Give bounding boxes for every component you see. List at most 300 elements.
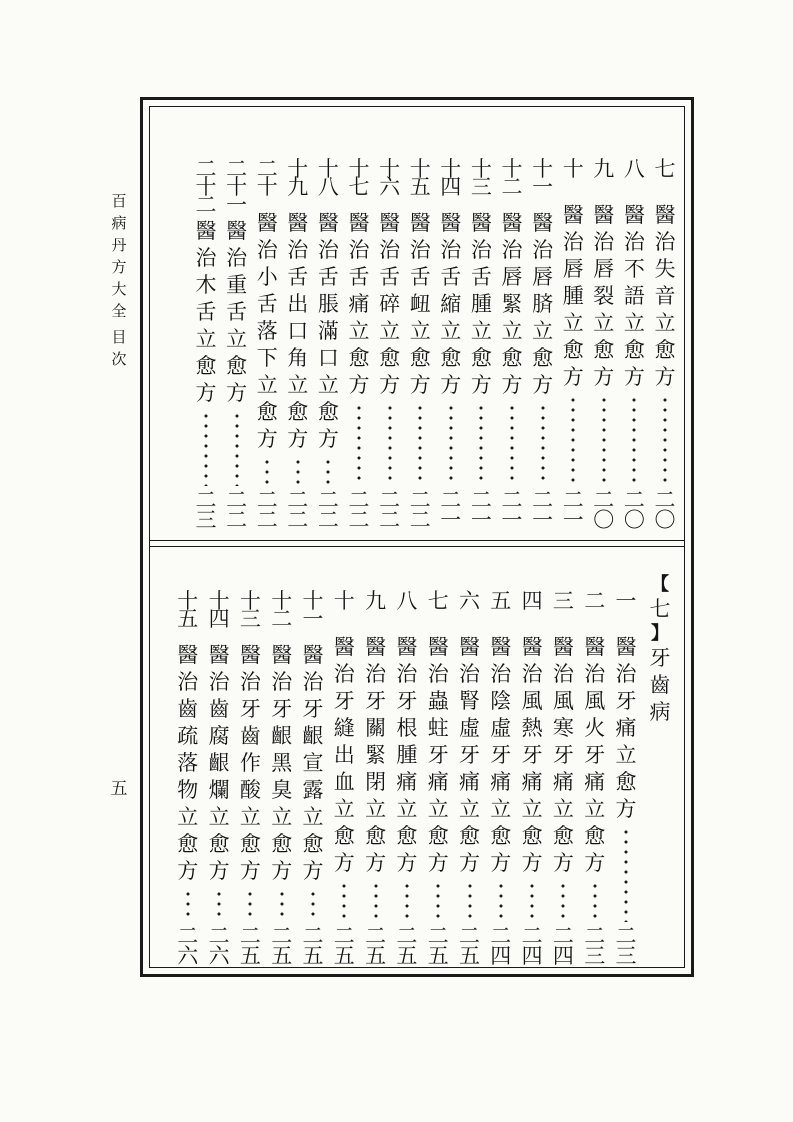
title-char: 愈 (552, 824, 574, 848)
page-char: 五 (239, 944, 261, 968)
toc-entry[interactable] (252, 157, 282, 532)
title-char: 立 (302, 805, 324, 829)
title-char: 醫 (195, 219, 217, 243)
entry-number (287, 157, 309, 199)
title-char: 方 (208, 859, 230, 883)
title-char: 醫 (427, 635, 449, 659)
toc-entry[interactable] (191, 157, 221, 532)
entry-number (396, 589, 418, 613)
toc-entry[interactable] (298, 589, 328, 968)
page-char: 二 (470, 488, 492, 512)
entry-number (501, 157, 523, 199)
entry-number (552, 589, 574, 613)
title-char: 唇 (532, 265, 554, 289)
entry-page-number (584, 926, 605, 966)
entry-number (256, 157, 278, 199)
page-char: 一 (532, 508, 554, 532)
toc-entry[interactable] (392, 589, 422, 968)
toc-entry[interactable] (313, 157, 343, 532)
title-char: 治 (239, 670, 261, 694)
page-char: 一 (470, 508, 492, 532)
vertical-char: 全 (111, 302, 127, 320)
number-char: 三 (470, 175, 492, 199)
title-char: 醫 (654, 203, 676, 227)
title-char: 愈 (317, 400, 339, 424)
title-char: 愈 (333, 824, 355, 848)
toc-entry[interactable] (375, 157, 405, 532)
title-char: 蛀 (427, 716, 449, 740)
entry-page-number (209, 926, 230, 966)
title-char: 唇 (501, 265, 523, 289)
title-char: 爛 (208, 778, 230, 802)
number-char: 九 (365, 589, 387, 613)
title-char: 𦜝 (532, 292, 554, 316)
title-char: 醫 (459, 635, 480, 659)
dot-leader (571, 395, 575, 486)
number-char: 十 (379, 157, 401, 181)
toc-entry[interactable] (204, 589, 234, 968)
title-char: 方 (615, 797, 637, 821)
entry-number (195, 157, 217, 217)
page-char: 二 (365, 924, 387, 948)
title-char: 方 (287, 427, 309, 451)
title-char: 舌 (317, 265, 339, 289)
section-bracket-close: 】 (651, 623, 669, 644)
title-char: 口 (287, 319, 309, 343)
entry-page-number (655, 490, 676, 530)
toc-entry[interactable] (486, 589, 516, 968)
title-char: 愈 (427, 824, 449, 848)
title-char: 裂 (593, 284, 615, 308)
title-char: 立 (521, 797, 543, 821)
page-char: 二 (409, 508, 431, 532)
title-char: 立 (615, 743, 637, 767)
toc-entry[interactable] (361, 589, 391, 968)
title-char: 治 (501, 238, 523, 262)
section-bracket-open: 【 (651, 574, 669, 595)
number-char: 八 (396, 589, 418, 613)
entry-number (409, 157, 431, 199)
page-char: 二 (239, 924, 261, 948)
vertical-char: 百 (111, 192, 127, 210)
title-char: 方 (440, 373, 462, 397)
title-char: 方 (623, 365, 645, 389)
title-char: 治 (379, 238, 401, 262)
title-char: 方 (348, 373, 370, 397)
title-char: 治 (593, 230, 615, 254)
page-char: 二 (379, 488, 401, 512)
entry-page-number (410, 490, 431, 530)
title-char: 滿 (317, 319, 339, 343)
number-char: 二 (501, 175, 523, 199)
title-char: 方 (379, 373, 401, 397)
entry-number (208, 589, 230, 631)
title-char: 火 (584, 716, 606, 740)
entry-title (240, 642, 261, 885)
title-char: 方 (654, 365, 676, 389)
title-char: 方 (195, 381, 217, 405)
section-heading-number: 七 (649, 597, 671, 621)
title-char: 方 (427, 851, 449, 875)
page-char: 二 (287, 508, 309, 532)
dot-leader (561, 881, 565, 922)
number-char: 十 (317, 157, 339, 181)
title-char: 舌 (409, 265, 431, 289)
title-char: 腎 (459, 689, 480, 713)
title-char: 立 (208, 805, 230, 829)
toc-entry[interactable] (267, 589, 297, 968)
title-char: 立 (427, 797, 449, 821)
title-char: 方 (521, 851, 543, 875)
title-char: 愈 (195, 354, 217, 378)
dot-leader (449, 403, 453, 486)
entry-title (209, 642, 230, 885)
title-char: 醫 (440, 211, 462, 235)
entry-page-number (502, 490, 523, 530)
dot-leader (374, 881, 378, 922)
title-char: 唇 (562, 257, 584, 281)
title-char: 立 (348, 319, 370, 343)
number-char: 十 (195, 175, 217, 199)
title-char: 愈 (623, 338, 645, 362)
title-char: 醫 (396, 635, 418, 659)
title-char: 牙 (333, 689, 355, 713)
title-char: 治 (440, 238, 462, 262)
title-char: 愈 (256, 400, 278, 424)
page-char: 二 (379, 508, 401, 532)
vertical-char: 病 (649, 700, 671, 724)
entry-page-number (303, 926, 324, 966)
title-char: 治 (256, 238, 278, 262)
title-char: 醫 (409, 211, 431, 235)
entry-title (177, 642, 198, 885)
title-char: 立 (470, 319, 492, 343)
title-char: 立 (593, 311, 615, 335)
entry-number (562, 157, 584, 181)
number-char: 十 (256, 175, 278, 199)
entry-title (349, 210, 370, 399)
toc-entry[interactable] (329, 589, 359, 968)
number-char: 五 (177, 607, 199, 631)
entry-page-number (334, 926, 355, 966)
entry-number (379, 157, 401, 199)
entry-title (459, 634, 480, 877)
entry-page-number (257, 490, 278, 530)
toc-entry[interactable] (436, 157, 466, 532)
title-char: 方 (177, 859, 199, 883)
title-char: 治 (470, 238, 492, 262)
title-char: 縫 (333, 716, 355, 740)
page-char: 四 (490, 944, 512, 968)
title-char: 方 (317, 427, 339, 451)
title-char: 腫 (562, 284, 584, 308)
title-char: 痛 (396, 770, 418, 794)
title-char: 牙 (239, 697, 261, 721)
entry-page-number (271, 926, 292, 966)
number-char: 一 (226, 193, 248, 217)
number-char: 十 (177, 589, 199, 613)
entry-number (348, 157, 370, 199)
entry-page-number (490, 926, 511, 966)
entry-title (593, 202, 614, 391)
title-char: 治 (208, 670, 230, 694)
vertical-char: 丹 (111, 236, 127, 254)
title-char: 愈 (271, 832, 293, 856)
title-char: 舌 (287, 265, 309, 289)
title-char: 愈 (302, 832, 324, 856)
title-char: 治 (615, 662, 637, 686)
title-char: 立 (459, 797, 480, 821)
toc-entry[interactable] (455, 589, 485, 968)
toc-entry[interactable] (497, 157, 527, 532)
entry-page-number (196, 490, 217, 530)
number-char: 十 (226, 175, 248, 199)
number-char: 十 (208, 589, 230, 613)
entry-number (654, 157, 676, 181)
title-char: 醫 (226, 219, 248, 243)
title-char: 愈 (470, 346, 492, 370)
title-char: 臭 (271, 778, 293, 802)
title-char: 作 (239, 751, 261, 775)
title-char: 醫 (615, 635, 637, 659)
entry-number (532, 157, 554, 199)
title-char: 齒 (239, 724, 261, 748)
toc-entry[interactable] (589, 157, 619, 532)
title-char: 治 (348, 238, 370, 262)
vertical-char: 目 (111, 328, 127, 346)
page-char: 二 (256, 508, 278, 532)
title-char: 立 (271, 805, 293, 829)
title-char: 疏 (177, 724, 199, 748)
entry-title (471, 210, 492, 399)
entry-page-number (563, 490, 584, 530)
title-char: 方 (239, 859, 261, 883)
title-char: 痛 (427, 770, 449, 794)
dot-leader (479, 403, 483, 486)
toc-entry[interactable] (466, 157, 496, 532)
number-char: 十 (271, 589, 293, 613)
page-char: 二 (501, 488, 523, 512)
title-char: 落 (256, 319, 278, 343)
dot-leader (663, 395, 667, 486)
title-char: 痛 (615, 716, 637, 740)
title-char: 寒 (552, 716, 574, 740)
entry-number (226, 157, 248, 217)
title-char: 舌 (379, 265, 401, 289)
dot-leader (342, 881, 346, 922)
title-char: 腫 (396, 743, 418, 767)
title-char: 治 (623, 230, 645, 254)
title-char: 立 (490, 797, 512, 821)
title-char: 愈 (490, 824, 512, 848)
title-char: 小 (256, 265, 278, 289)
page-char: 二 (348, 508, 370, 532)
title-char: 立 (396, 797, 418, 821)
entry-title (334, 634, 355, 877)
title-char: 醫 (256, 211, 278, 235)
toc-entry[interactable] (283, 157, 313, 532)
title-char: 木 (195, 273, 217, 297)
title-char: 立 (501, 319, 523, 343)
title-char: 方 (593, 365, 615, 389)
toc-entry[interactable] (235, 589, 265, 968)
dot-leader (624, 827, 628, 922)
vertical-char: 牙 (649, 646, 671, 670)
entry-title (532, 210, 553, 399)
page-char: 三 (615, 944, 637, 968)
page-char: 二 (584, 924, 606, 948)
entry-title (318, 210, 339, 453)
dot-leader (436, 881, 440, 922)
title-char: 失 (654, 257, 676, 281)
toc-entry[interactable] (173, 589, 203, 968)
title-char: 牙 (365, 689, 387, 713)
number-char: 十 (333, 589, 355, 613)
page-char: 一 (562, 508, 584, 532)
title-char: 醫 (333, 635, 355, 659)
entry-number (615, 589, 637, 613)
title-char: 愈 (459, 824, 480, 848)
dot-leader (265, 457, 269, 486)
title-char: 立 (256, 373, 278, 397)
title-char: 醫 (490, 635, 512, 659)
title-char: 治 (562, 230, 584, 254)
title-char: 治 (271, 670, 293, 694)
title-char: 治 (287, 238, 309, 262)
entry-number (623, 157, 645, 181)
title-char: 愈 (379, 346, 401, 370)
page-char: 〇 (623, 508, 645, 532)
toc-entry[interactable] (517, 589, 547, 968)
title-char: 牙 (552, 743, 574, 767)
toc-entry[interactable] (528, 157, 558, 532)
page-char: 二 (440, 488, 462, 512)
toc-entry[interactable] (344, 157, 374, 532)
page-char: 四 (521, 944, 543, 968)
title-char: 治 (459, 662, 480, 686)
title-char: 腫 (470, 292, 492, 316)
entry-number (521, 589, 543, 613)
entry-title (624, 202, 645, 391)
title-char: 醫 (348, 211, 370, 235)
entry-title (196, 218, 217, 407)
page-char: 二 (396, 924, 418, 948)
title-char: 口 (317, 346, 339, 370)
title-char: 風 (552, 689, 574, 713)
entry-title (428, 634, 449, 877)
title-char: 醫 (177, 643, 199, 667)
title-char: 重 (226, 273, 248, 297)
toc-entry[interactable] (580, 589, 610, 968)
page-char: 二 (490, 924, 512, 948)
title-char: 方 (226, 381, 248, 405)
page-char: 二 (287, 488, 309, 512)
title-char: 立 (409, 319, 431, 343)
title-char: 治 (177, 670, 199, 694)
toc-entry[interactable] (548, 589, 578, 968)
toc-entry[interactable] (423, 589, 453, 968)
entry-number (317, 157, 339, 199)
page-char: 〇 (593, 508, 615, 532)
title-char: 縮 (440, 292, 462, 316)
entry-page-number (593, 490, 614, 530)
title-char: 牙 (584, 743, 606, 767)
dot-leader (326, 457, 330, 486)
title-char: 痛 (348, 292, 370, 316)
title-char: 醫 (271, 643, 293, 667)
entry-number (490, 589, 512, 613)
toc-entry[interactable] (650, 157, 680, 532)
toc-entry[interactable] (222, 157, 252, 532)
title-char: 方 (552, 851, 574, 875)
title-char: 立 (562, 311, 584, 335)
title-char: 愈 (615, 770, 637, 794)
title-char: 方 (396, 851, 418, 875)
page-char: 三 (195, 508, 217, 532)
title-char: 齦 (208, 751, 230, 775)
page-char: 五 (271, 944, 293, 968)
page-char: 二 (208, 924, 230, 948)
title-char: 立 (440, 319, 462, 343)
toc-entry[interactable] (619, 157, 649, 532)
toc-entry[interactable] (405, 157, 435, 532)
title-char: 方 (333, 851, 355, 875)
page-char: 一 (440, 508, 462, 532)
title-char: 方 (470, 373, 492, 397)
page-char: 二 (271, 924, 293, 948)
title-char: 方 (256, 427, 278, 451)
dot-leader (357, 403, 361, 486)
entry-title (410, 210, 431, 399)
number-char: 二 (195, 157, 217, 181)
title-char: 治 (396, 662, 418, 686)
number-char: 十 (409, 157, 431, 181)
toc-entry[interactable] (558, 157, 588, 532)
title-char: 痛 (459, 770, 480, 794)
page-char: 二 (521, 924, 543, 948)
number-char: 一 (302, 607, 324, 631)
title-char: 愈 (226, 354, 248, 378)
title-char: 立 (532, 319, 554, 343)
title-char: 醫 (501, 211, 523, 235)
number-char: 六 (379, 175, 401, 199)
title-char: 舌 (470, 265, 492, 289)
page-char: 五 (365, 944, 387, 968)
number-char: 八 (623, 157, 645, 181)
entry-title (303, 642, 324, 885)
title-char: 治 (490, 662, 512, 686)
section-label-vertical (106, 326, 132, 370)
entry-page-number (177, 926, 198, 966)
number-char: 七 (348, 175, 370, 199)
entry-number (440, 157, 462, 199)
entry-title (226, 218, 247, 407)
title-char: 露 (302, 778, 324, 802)
title-char: 痛 (584, 770, 606, 794)
title-char: 醫 (521, 635, 543, 659)
number-char: 九 (287, 175, 309, 199)
title-char: 出 (333, 743, 355, 767)
title-char: 舌 (440, 265, 462, 289)
title-char: 牙 (459, 743, 480, 767)
toc-entry[interactable] (611, 589, 641, 968)
title-char: 治 (521, 662, 543, 686)
number-char: 十 (562, 157, 584, 181)
title-char: 治 (333, 662, 355, 686)
title-char: 方 (459, 851, 480, 875)
title-char: 方 (584, 851, 606, 875)
page-char: 六 (208, 944, 230, 968)
